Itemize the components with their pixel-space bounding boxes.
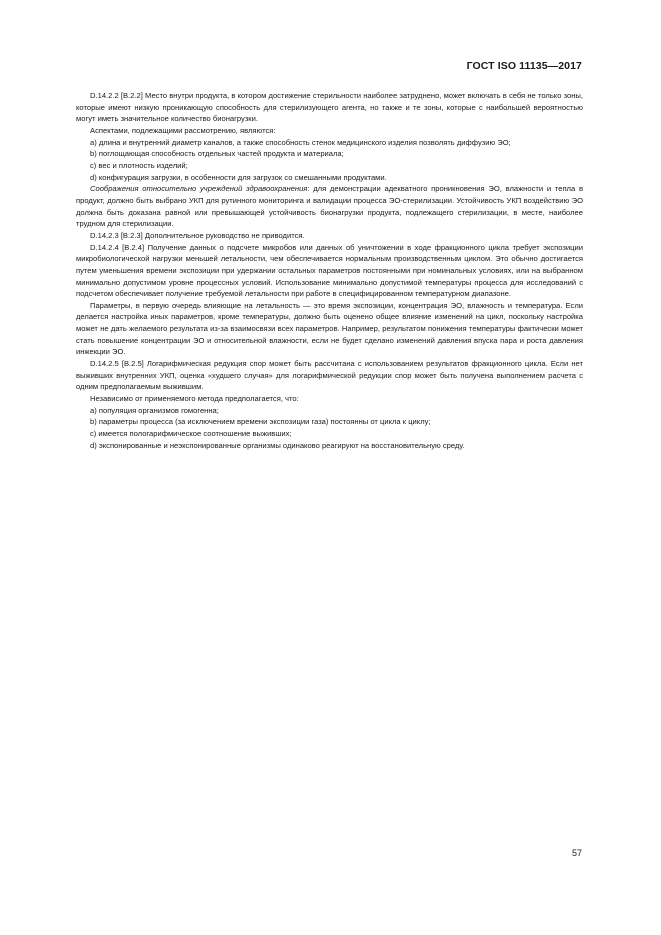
list-item: d) конфигурация загрузки, в особенности для загрузок со смешанными продуктами. — [90, 172, 387, 182]
document-body — [76, 90, 583, 451]
paragraph-assumptions-intro: Независимо от применяемого метода предполагается, что: — [90, 394, 299, 404]
list-item: c) вес и плотность изделий; — [90, 160, 188, 170]
healthcare-considerations-text: : для демонстрации адекватного проникновения ЭО, влажности и тепла в продукт, должно быть выбрано УКП для рутинного мониторинга и валидации процесса ЭО-стерилизации. Устойчивость УКП воздействию ЭО должна быть доказана равной или превышающей устойчивость бионагрузки продукта, подлежащего стерилизации, в месте, наиболее трудном для стерилизации. — [76, 184, 583, 229]
list-item: d) экспонированные и неэкспонированные организмы одинаково реагируют на восстановительную среду. — [90, 440, 465, 450]
paragraph-lethality-parameters: Параметры, в первую очередь влияющие на летальность — это время экспозиции, концентрация ЭО, влажность и температура. Если делается настройка иных параметров, кроме температуры, должно быть оценено общее влияние изменений на цикл, поскольку настройка может не дать желаемого результата из-за взаимосвязи всех параметров. Например, результатом понижения температуры фактически может стать повышение концентрации ЭО и относительной влажности, если не будет сделано изменений давления впуска пара и роста давления инжекции ЭО. — [76, 300, 583, 357]
document-header-standard: ГОСТ ISO 11135—2017 — [466, 60, 582, 72]
paragraph-healthcare-considerations — [76, 183, 583, 230]
paragraph-d14-2-4: D.14.2.4 [B.2.4] Получение данных о подсчете микробов или данных об уничтожении в ходе фракционного цикла требует экспозиции микробиологической нагрузки меньшей летальности, чем обеспечивается нормальным производственным циклом. Это обычно достигается путем уменьшения времени экспозиции при удержании остальных параметров постоянными при номинальных условиях, или на выбранном минимально допустимом уровне процессных условий. Использование минимально допустимой температуры процесса для исследований с подсчетом обеспечивает получение требуемой летальности при работе в специфицированном температурном диапазоне. — [76, 242, 583, 299]
paragraph-d14-2-5: D.14.2.5 [B.2.5] Логарифмическая редукция спор может быть рассчитана с использованием результатов фракционного цикла. Если нет выживших внутренних УКП, оценка «худшего случая» для логарифмической редукции спор может быть получена выполнением расчета с одним предполагаемым выжившим. — [76, 359, 583, 392]
paragraph-d14-2-2: D.14.2.2 [B.2.2] Место внутри продукта, в котором достижение стерильности наиболее затруднено, может включать в себя не только зоны, которые имеют низкую проникающую способность для стерилизующего агента, но также и те зоны, которые с наибольшей вероятностью могут иметь значительное количество бионагрузки. — [76, 91, 583, 124]
list-item: a) длина и внутренний диаметр каналов, а также способность стенок медицинского изделия позволять диффузию ЭО; — [90, 137, 511, 147]
list-item: c) имеется пологарифмическое соотношение выживших; — [90, 429, 292, 439]
list-item: b) параметры процесса (за исключением времени экспозиции газа) постоянны от цикла к циклу; — [90, 417, 431, 427]
healthcare-considerations-label: Соображения относительно учреждений здравоохранения — [90, 184, 308, 194]
list-item: b) поглощающая способность отдельных частей продукта и материала; — [90, 149, 344, 159]
paragraph-d14-2-3: D.14.2.3 [B.2.3] Дополнительное руководство не приводится. — [90, 230, 305, 240]
list-item: a) популяция организмов гомогенна; — [90, 405, 219, 415]
paragraph-aspects-intro: Аспектами, подлежащими рассмотрению, являются: — [90, 125, 276, 135]
page-number: 57 — [571, 848, 582, 858]
